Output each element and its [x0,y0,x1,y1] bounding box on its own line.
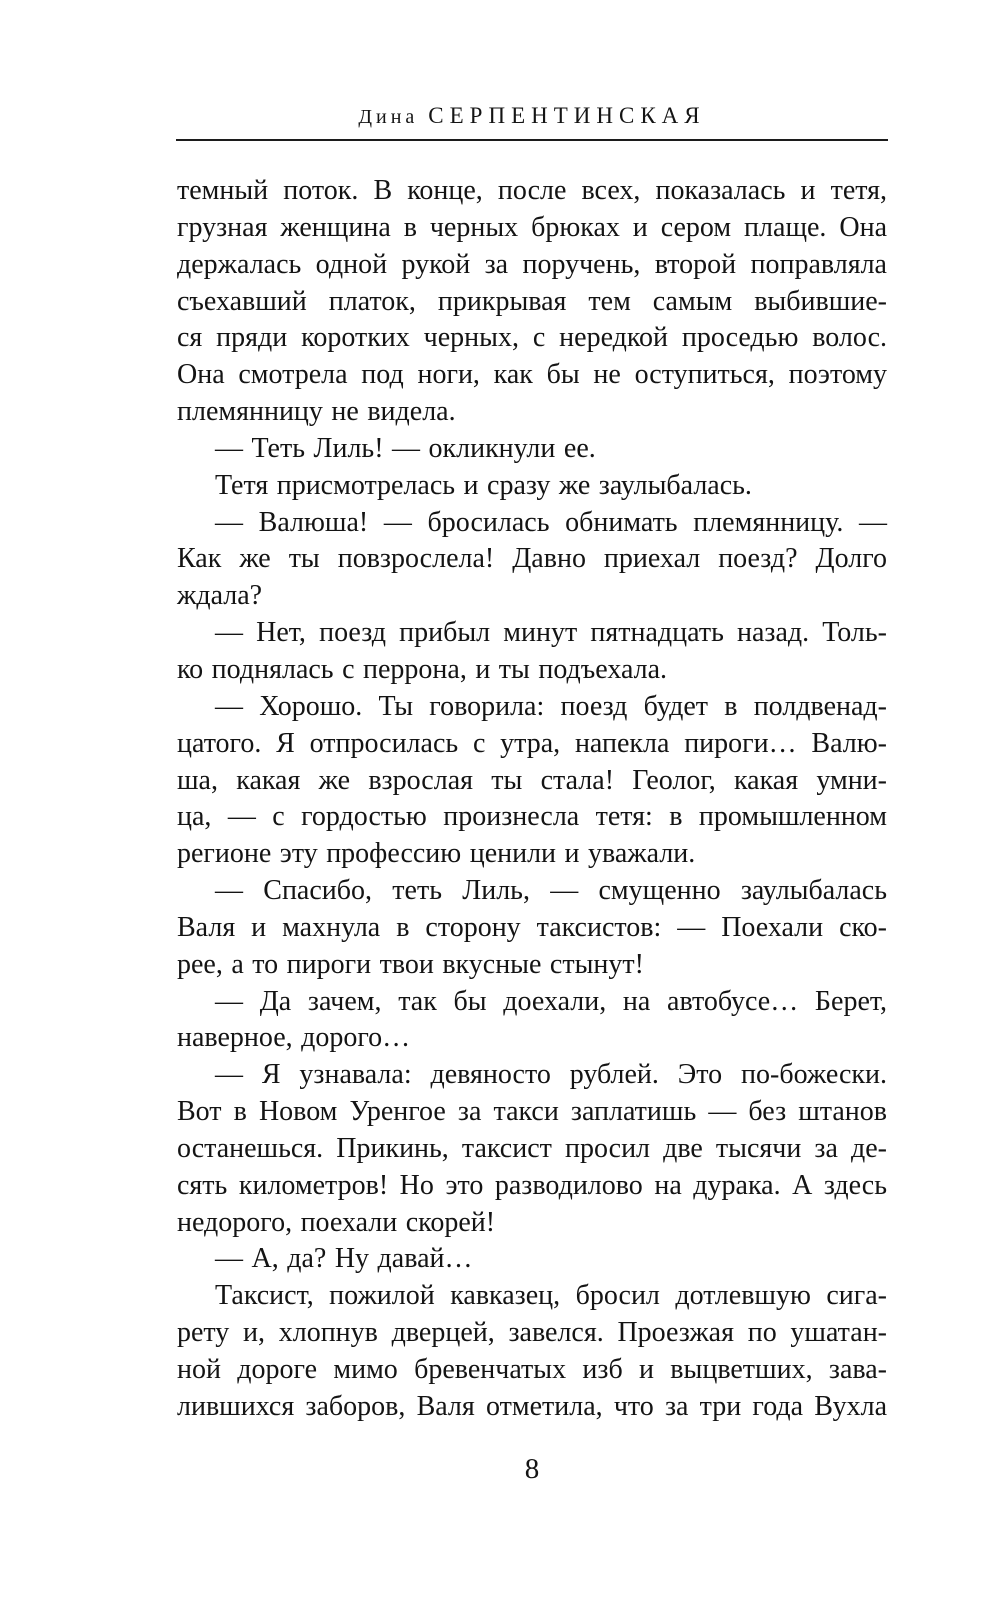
text-line: ша, какая же взрослая ты стала! Геолог, какая умни- [177,764,887,796]
text-line: — Спасибо, теть Лиль, — смущенно заулыбалась [215,875,887,907]
text-line: Вот в Новом Уренгое за такси заплатишь — без штанов [177,1096,887,1128]
text-line: цатого. Я отпросилась с утра, напекла пироги… Валю- [177,727,887,759]
paragraph [177,1278,887,1425]
text-line: Валя и махнула в сторону таксистов: — Поехали ско- [177,911,887,943]
paragraph [177,615,887,689]
text-line: наверное, дорого… [177,1022,411,1054]
text-line: — Валюша! — бросилась обнимать племянницу. — [215,506,887,538]
paragraph [177,984,887,1058]
author-first-name: Дина [358,106,419,128]
paragraph [177,873,887,984]
paragraph [177,505,887,616]
text-line: — Хорошо. Ты говорила: поезд будет в полдвенад- [215,690,887,722]
text-line: — Я узнавала: девяносто рублей. Это по-божески. [215,1059,887,1091]
text-line: — Да зачем, так бы доехали, на автобусе… Берет, [215,985,887,1017]
paragraph [177,173,887,431]
text-line: Таксист, пожилой кавказец, бросил дотлевшую сига- [215,1280,887,1312]
paragraph [177,1057,887,1241]
text-line: Как же ты повзрослела! Давно приехал поезд? Долго [177,543,887,575]
paragraph [177,1241,887,1278]
text-line: Тетя присмотрелась и сразу же заулыбалась. [215,469,752,501]
author-last-name: СЕРПЕНТИНСКАЯ [428,103,706,128]
text-line: съехавший платок, прикрывая тем самым выбившие- [177,285,887,317]
running-header [177,103,887,129]
paragraph [177,689,887,873]
text-line: ждала? [177,580,263,612]
text-line: грузная женщина в черных брюках и сером плаще. Она [177,211,887,243]
text-line: ца, — с гордостью произнесла тетя: в промышленном [177,801,887,833]
text-line: ко поднялась с перрона, и ты подъехала. [177,653,668,685]
text-line: регионе эту профессию ценили и уважали. [177,838,696,870]
text-line: — Нет, поезд прибыл минут пятнадцать назад. Толь- [215,617,887,649]
text-line: — А, да? Ну давай… [215,1243,473,1275]
text-line: останешься. Прикинь, таксист просил две тысячи за де- [177,1132,887,1164]
text-line: недорого, поехали скорей! [177,1206,496,1238]
text-line: ной дороге мимо бревенчатых изб и выцветших, зава- [177,1354,887,1385]
text-line: — Теть Лиль! — окликнули ее. [215,432,596,464]
page-number: 8 [524,1453,540,1485]
text-line: сять километров! Но это разводилово на дурака. А здесь [177,1169,887,1201]
text-line: ся пряди коротких черных, с нередкой проседью волос. [177,322,887,354]
text-line: Она смотрела под ноги, как бы не оступиться, поэтому [177,359,887,391]
paragraph [177,431,887,468]
text-line: держалась одной рукой за поручень, второй поправляла [177,248,887,280]
text-line: темный поток. В конце, после всех, показалась и тетя, [177,175,887,206]
header-rule [176,139,888,141]
page-text [177,173,887,1426]
text-line: племянницу не видела. [177,396,456,428]
paragraph [177,468,887,505]
text-line: рету и, хлопнув дверцей, завелся. Проезжая по ушатан- [177,1317,887,1349]
text-line: рее, а то пироги твои вкусные стынут! [177,948,644,980]
text-line: лившихся заборов, Валя отметила, что за три года Вухла [177,1390,887,1422]
